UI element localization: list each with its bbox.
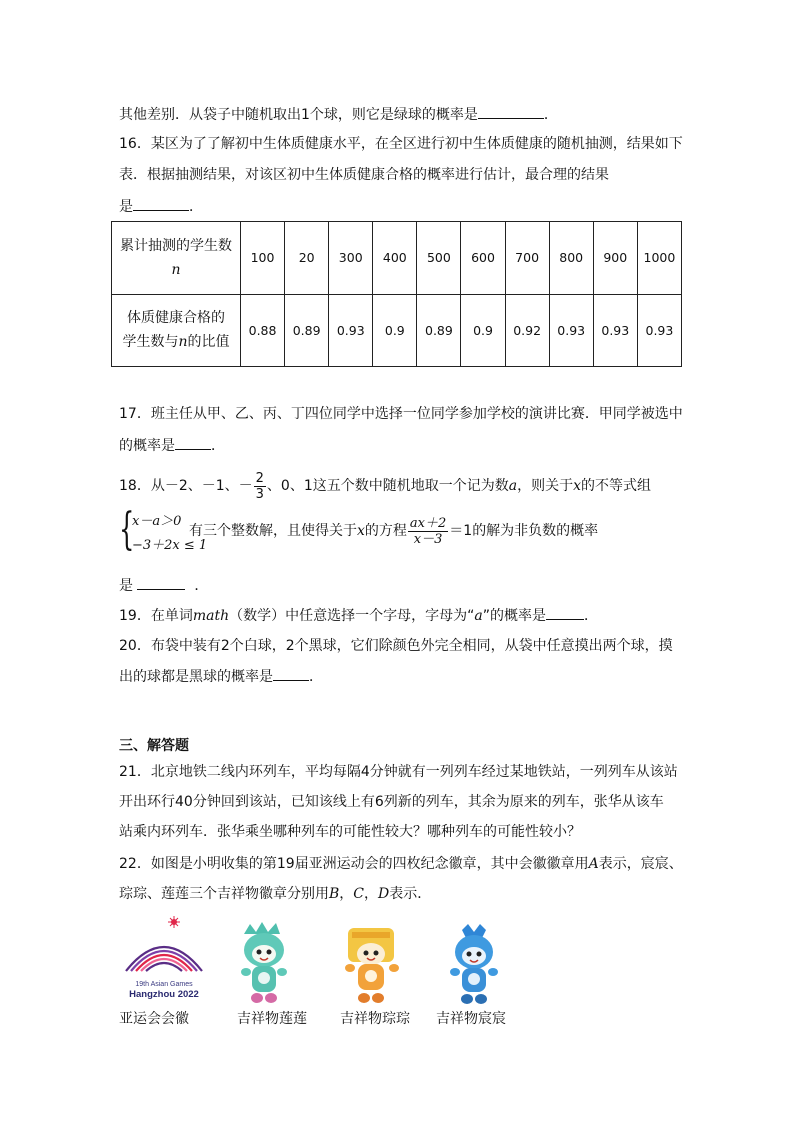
q17-line-2: 的概率是 ． bbox=[119, 435, 225, 456]
q16-line-1: 16．某区为了了解初中生体质健康水平，在全区进行初中生体质健康的随机抽测，结果如下 bbox=[119, 136, 683, 152]
q17-line-1: 17．班主任从甲、乙、丙、丁四位同学中选择一位同学参加学校的演讲比赛．甲同学被选中 bbox=[119, 406, 683, 422]
q16-line-3: 是 ． bbox=[119, 196, 203, 217]
q19-line: 19．在单词math（数学）中任意选择一个字母，字母为“a”的概率是 ． bbox=[119, 605, 598, 626]
q18-line-3: 是 ． bbox=[119, 575, 208, 596]
inequality-1: x－a＞0 bbox=[132, 514, 182, 529]
sampling-table bbox=[111, 221, 682, 367]
table-cell: 0.9 bbox=[461, 294, 505, 367]
table-cell: 1000 bbox=[637, 222, 681, 295]
answer-blank bbox=[133, 196, 189, 211]
table-cell: 0.93 bbox=[329, 294, 373, 367]
asian-games-logo-image bbox=[118, 915, 210, 1005]
table-cell: 100 bbox=[241, 222, 285, 295]
table-cell: 500 bbox=[417, 222, 461, 295]
table-cell: 0.93 bbox=[593, 294, 637, 367]
table-cell: 800 bbox=[549, 222, 593, 295]
q20-line-2: 出的球都是黑球的概率是 ． bbox=[119, 666, 323, 687]
mascot-congcong-image bbox=[340, 924, 404, 1008]
table-row bbox=[112, 294, 682, 367]
q18-line-1: 18．从－2、－1、－ $\frac{2}{3}$ 、0、1这五个数中随机地取一个记为数a，则关于x的不等式组 bbox=[119, 470, 652, 502]
table-cell: 20 bbox=[285, 222, 329, 295]
inequality-2: −3＋2x ≤ 1 bbox=[132, 538, 208, 553]
q21-line-2: 开出环行40分钟回到该站，已知该线上有6列新的列车，其余为原来的列车，张华从该车 bbox=[119, 794, 664, 810]
q22-line-1: 22．如图是小明收集的第19届亚洲运动会的四枚纪念徽章，其中会徽徽章用A表示，宸宸、 bbox=[119, 856, 683, 872]
q21-line-3: 站乘内环列车．张华乘坐哪种列车的可能性较大？哪种列车的可能性较小？ bbox=[119, 824, 581, 840]
q18-line-2: 有三个整数解，且使得关于x的方程 $\frac{ax+2}{x-3}$ ＝1的解为非负数的概率 bbox=[189, 515, 599, 547]
table-cell: 0.93 bbox=[637, 294, 681, 367]
table-cell: 900 bbox=[593, 222, 637, 295]
answer-blank bbox=[137, 575, 185, 590]
table-cell: 0.93 bbox=[549, 294, 593, 367]
q16-line-2: 表．根据抽测结果，对该区初中生体质健康合格的概率进行估计，最合理的结果 bbox=[119, 167, 609, 183]
brace: { bbox=[119, 504, 135, 555]
caption-congcong: 吉祥物琮琮 bbox=[340, 1011, 410, 1027]
q20-line-1: 20．布袋中装有2个白球，2个黑球，它们除颜色外完全相同，从袋中任意摸出两个球，摸 bbox=[119, 638, 673, 654]
row-header: 体质健康合格的 学生数与n的比值 bbox=[112, 294, 241, 367]
logo-arcs-icon bbox=[126, 947, 202, 971]
table-cell: 0.9 bbox=[373, 294, 417, 367]
caption-lianlian: 吉祥物莲莲 bbox=[237, 1011, 307, 1027]
q21-line-1: 21．北京地铁二线内环列车，平均每隔4分钟就有一列列车经过某地铁站，一列列车从该站 bbox=[119, 764, 678, 780]
logo-star-icon bbox=[168, 916, 180, 928]
answer-blank bbox=[175, 435, 211, 450]
table-cell: 600 bbox=[461, 222, 505, 295]
table-row bbox=[112, 222, 682, 295]
mascot-chenchen-image bbox=[444, 922, 504, 1008]
q22-line-2: 琮琮、莲莲三个吉祥物徽章分别用B，C，D表示． bbox=[119, 886, 432, 902]
logo-text-line1: 19th Asian Games bbox=[135, 981, 193, 988]
answer-blank bbox=[273, 666, 309, 681]
table-cell: 0.89 bbox=[285, 294, 329, 367]
caption-logo: 亚运会会徽 bbox=[119, 1011, 189, 1027]
fraction: $\frac{2}{3}$ bbox=[255, 470, 264, 502]
table-cell: 0.88 bbox=[241, 294, 285, 367]
table-cell: 300 bbox=[329, 222, 373, 295]
logo-text-line2: Hangzhou 2022 bbox=[129, 989, 199, 1000]
mascot-lianlian-image bbox=[236, 920, 296, 1008]
table-cell: 700 bbox=[505, 222, 549, 295]
table-cell: 400 bbox=[373, 222, 417, 295]
q15-line: 其他差别．从袋子中随机取出1个球，则它是绿球的概率是 ． bbox=[119, 104, 558, 125]
answer-blank bbox=[546, 605, 584, 620]
answer-blank bbox=[478, 104, 544, 119]
table-cell: 0.89 bbox=[417, 294, 461, 367]
equation-fraction: $\frac{ax+2}{x-3}$ bbox=[409, 515, 447, 547]
row-header: 累计抽测的学生数 n bbox=[112, 222, 241, 295]
table-cell: 0.92 bbox=[505, 294, 549, 367]
section-heading: 三、解答题 bbox=[119, 738, 189, 754]
caption-chenchen: 吉祥物宸宸 bbox=[436, 1011, 506, 1027]
